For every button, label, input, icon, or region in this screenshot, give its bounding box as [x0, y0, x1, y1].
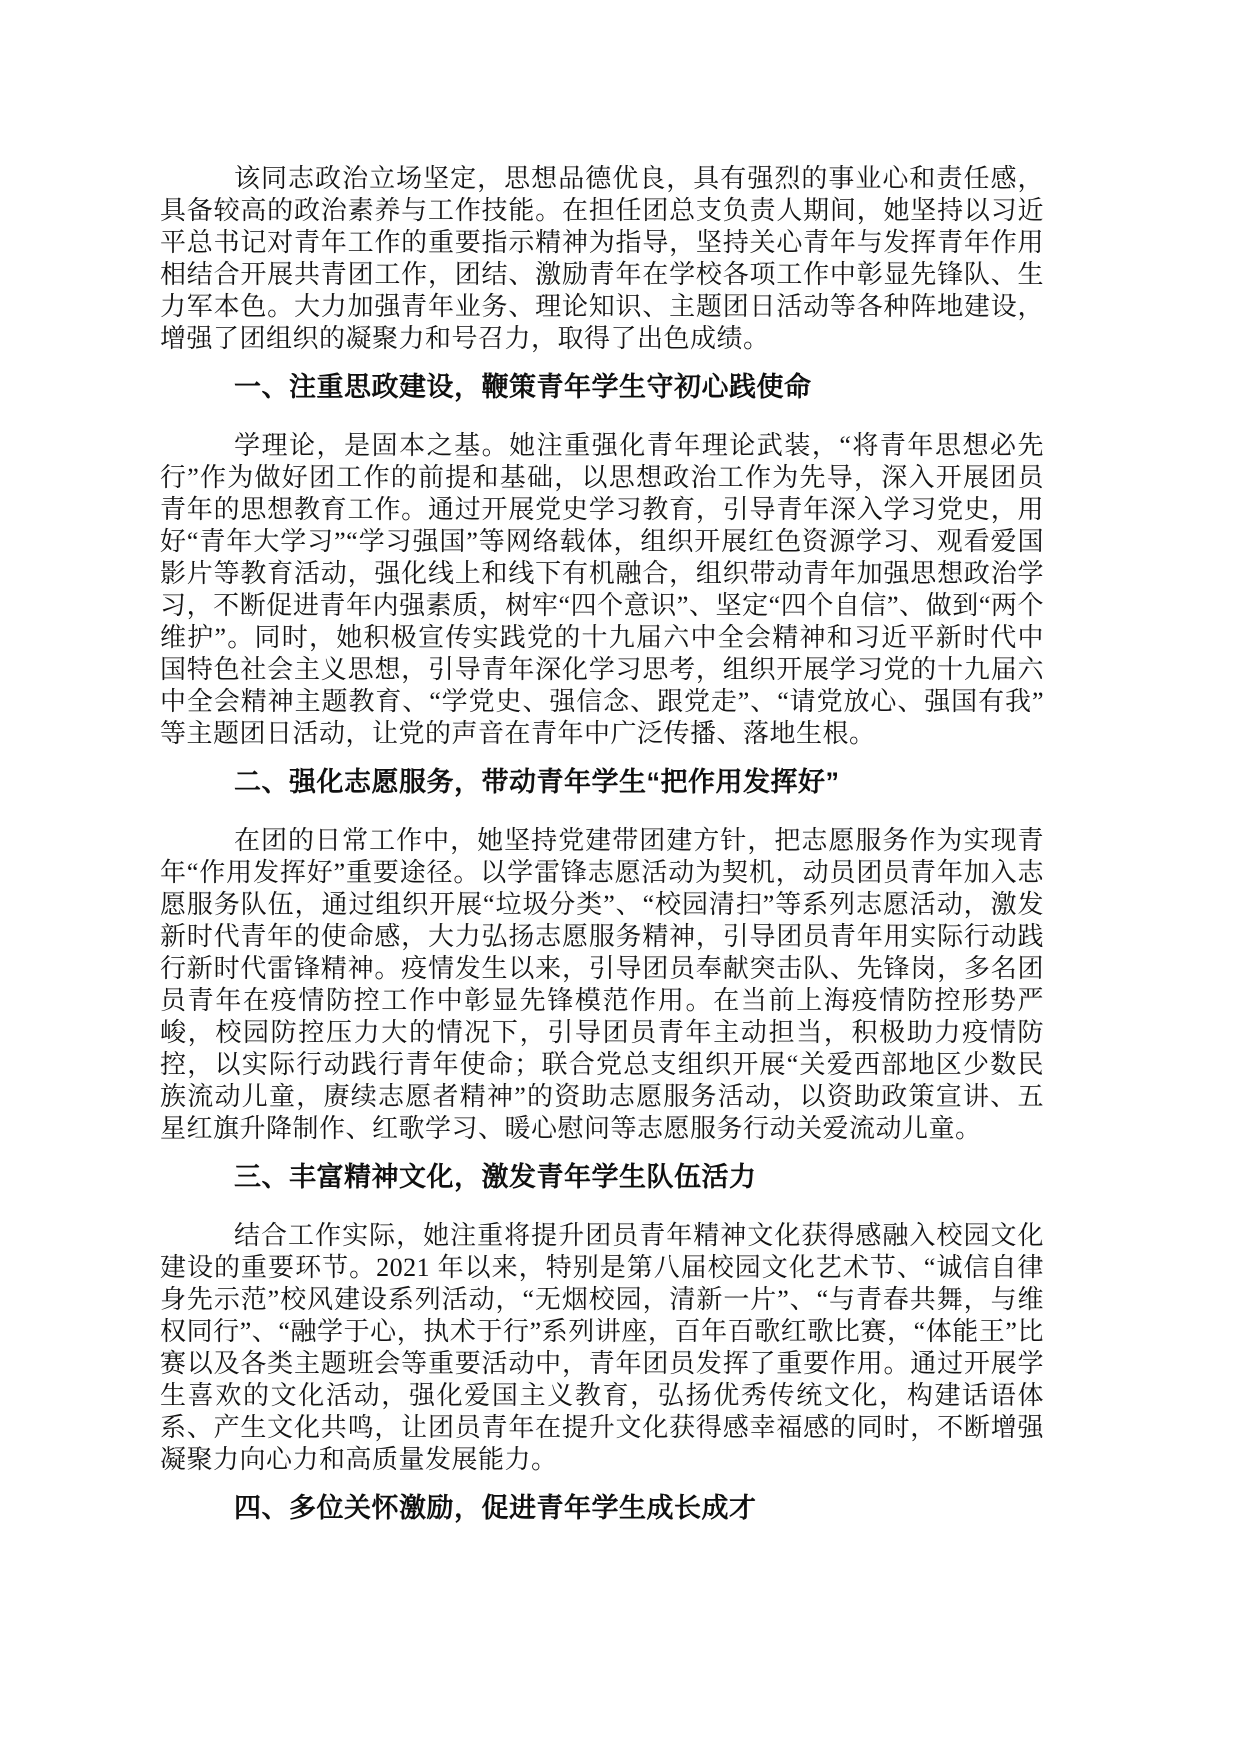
section-1-body: 学理论，是固本之基。她注重强化青年理论武装，“将青年思想必先行”作为做好团工作的前提和基础，以思想政治工作为先导，深入开展团员青年的思想教育工作。通过开展党史学习教育，引导青年深入学习党史，用好“青年大学习”“学习强国”等网络载体，组织开展红色资源学习、观看爱国影片等教育活动，强化线上和线下有机融合，组织带动青年加强思想政治学习，不断促进青年内强素质，树牢“四个意识”、坚定“四个自信”、做到“两个维护”。同时，她积极宣传实践党的十九届六中全会精神和习近平新时代中国特色社会主义思想，引导青年深化学习思考，组织开展学习党的十九届六中全会精神主题教育、“学党史、强信念、跟党走”、“请党放心、强国有我”等主题团日活动，让党的声音在青年中广泛传播、落地生根。	[160, 431, 1044, 748]
section-3-heading: 三、丰富精神文化，激发青年学生队伍活力	[234, 1162, 757, 1192]
section-1-heading: 一、注重思政建设，鞭策青年学生守初心践使命	[234, 372, 812, 402]
intro-paragraph: 该同志政治立场坚定，思想品德优良，具有强烈的事业心和责任感，具备较高的政治素养与工作技能。在担任团总支负责人期间，她坚持以习近平总书记对青年工作的重要指示精神为指导，坚持关心青年与发挥青年作用相结合开展共青团工作，团结、激励青年在学校各项工作中彰显先锋队、生力军本色。大力加强青年业务、理论知识、主题团日活动等各种阵地建设，增强了团组织的凝聚力和号召力，取得了出色成绩。	[160, 164, 1044, 353]
section-3-body: 结合工作实际，她注重将提升团员青年精神文化获得感融入校园文化建设的重要环节。2021 年以来，特别是第八届校园文化艺术节、“诚信自律 身先示范”校风建设系列活动，“无烟校园，清新一片”、“与青春共舞，与维权同行”、“融学于心，执术于行”系列讲座，百年百歌红歌比赛，“体能王”比赛以及各类主题班会等重要活动中，青年团员发挥了重要作用。通过开展学生喜欢的文化活动，强化爱国主义教育，弘扬优秀传统文化，构建话语体系、产生文化共鸣，让团员青年在提升文化获得感幸福感的同时，不断增强凝聚力向心力和高质量发展能力。	[160, 1221, 1044, 1474]
document-content	[160, 163, 1044, 1524]
section-2-heading: 二、强化志愿服务，带动青年学生“把作用发挥好”	[234, 767, 840, 797]
section-4-heading: 四、多位关怀激励，促进青年学生成长成才	[234, 1493, 757, 1523]
section-2-body: 在团的日常工作中，她坚持党建带团建方针，把志愿服务作为实现青年“作用发挥好”重要途径。以学雷锋志愿活动为契机，动员团员青年加入志愿服务队伍，通过组织开展“垃圾分类”、“校园清扫”等系列志愿活动，激发新时代青年的使命感，大力弘扬志愿服务精神，引导团员青年用实际行动践行新时代雷锋精神。疫情发生以来，引导团员奉献突击队、先锋岗，多名团员青年在疫情防控工作中彰显先锋模范作用。在当前上海疫情防控形势严峻，校园防控压力大的情况下，引导团员青年主动担当，积极助力疫情防控，以实际行动践行青年使命；联合党总支组织开展“关爱西部地区少数民族流动儿童，赓续志愿者精神”的资助志愿服务活动，以资助政策宣讲、五星红旗升降制作、红歌学习、暖心慰问等志愿服务行动关爱流动儿童。	[160, 826, 1044, 1143]
